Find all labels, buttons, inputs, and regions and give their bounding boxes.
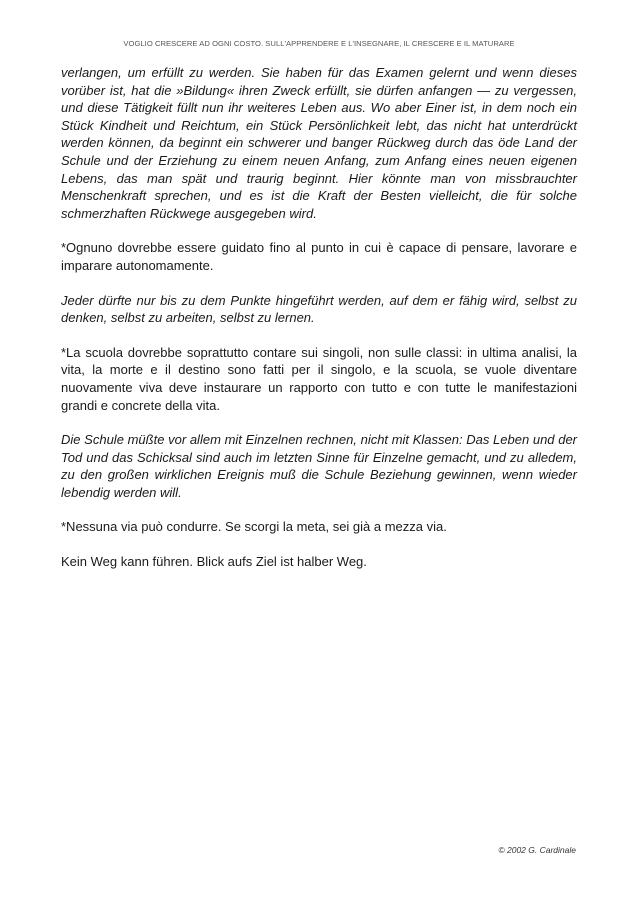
paragraph-italian-guidato: *Ognuno dovrebbe essere guidato fino al punto in cui è capace di pensare, lavorare e imparare autonomamente.	[61, 240, 577, 273]
paragraph-german-bildung: verlangen, um erfüllt zu werden. Sie haben für das Examen gelernt und wenn dieses vorüber ist, hat die »Bildung« ihren Zweck erfüllt, sie dürfen anfangen — zu vergessen, und diese Tätigkeit füllt nun ihr weiteres Leben aus. Wo aber Einer ist, in dem noch ein Stück Kindheit und Reichtum, ein Stück Persönlichkeit lebt, das nicht hat unterdrückt werden können, da beginnt ein schwerer und banger Rückweg durch das öde Land der Schule und der Erziehung zu einem neuen Anfang, zum Anfang eines neuen eigenen Lebens, das man spät und traurig beginnt. Hier könnte man von missbrauchter Menschenkraft sprechen, und es ist die Kraft der Besten vielleicht, die für solche schmerzhaften Rückwege ausgegeben wird.	[61, 65, 577, 221]
document-body	[61, 64, 577, 588]
paragraph-german-schule: Die Schule müßte vor allem mit Einzelnen rechnen, nicht mit Klassen: Das Leben und der Tod und das Schicksal sind auch im letzten Sinne für Einzelne gemacht, und zu alledem, zu den großen wirklichen Ereignis muß die Schule Beziehung gewinnen, wenn wieder lebendig werden will.	[61, 432, 577, 500]
paragraph-german-hingefuehrt: Jeder dürfte nur bis zu dem Punkte hingeführt werden, auf dem er fähig wird, selbst zu denken, selbst zu arbeiten, selbst zu lernen.	[61, 292, 577, 326]
paragraph-italian-via: *Nessuna via può condurre. Se scorgi la meta, sei già a mezza via.	[61, 519, 447, 535]
running-header: VOGLIO CRESCERE AD OGNI COSTO. SULL'APPRENDERE E L'INSEGNARE, IL CRESCERE E IL MATURARE	[123, 39, 515, 48]
copyright-footer: © 2002 G. Cardinale	[498, 845, 576, 855]
paragraph-german-weg: Kein Weg kann führen. Blick aufs Ziel ist halber Weg.	[61, 554, 367, 570]
paragraph-italian-scuola: *La scuola dovrebbe soprattutto contare sui singoli, non sulle classi: in ultima analisi, la vita, la morte e il destino sono fatti per il singolo, e la scuola, se vuole diventare nuovamente viva deve instaurare un rapporto con tutto e con tutte le manifestazioni grandi e concrete della vita.	[61, 344, 577, 413]
